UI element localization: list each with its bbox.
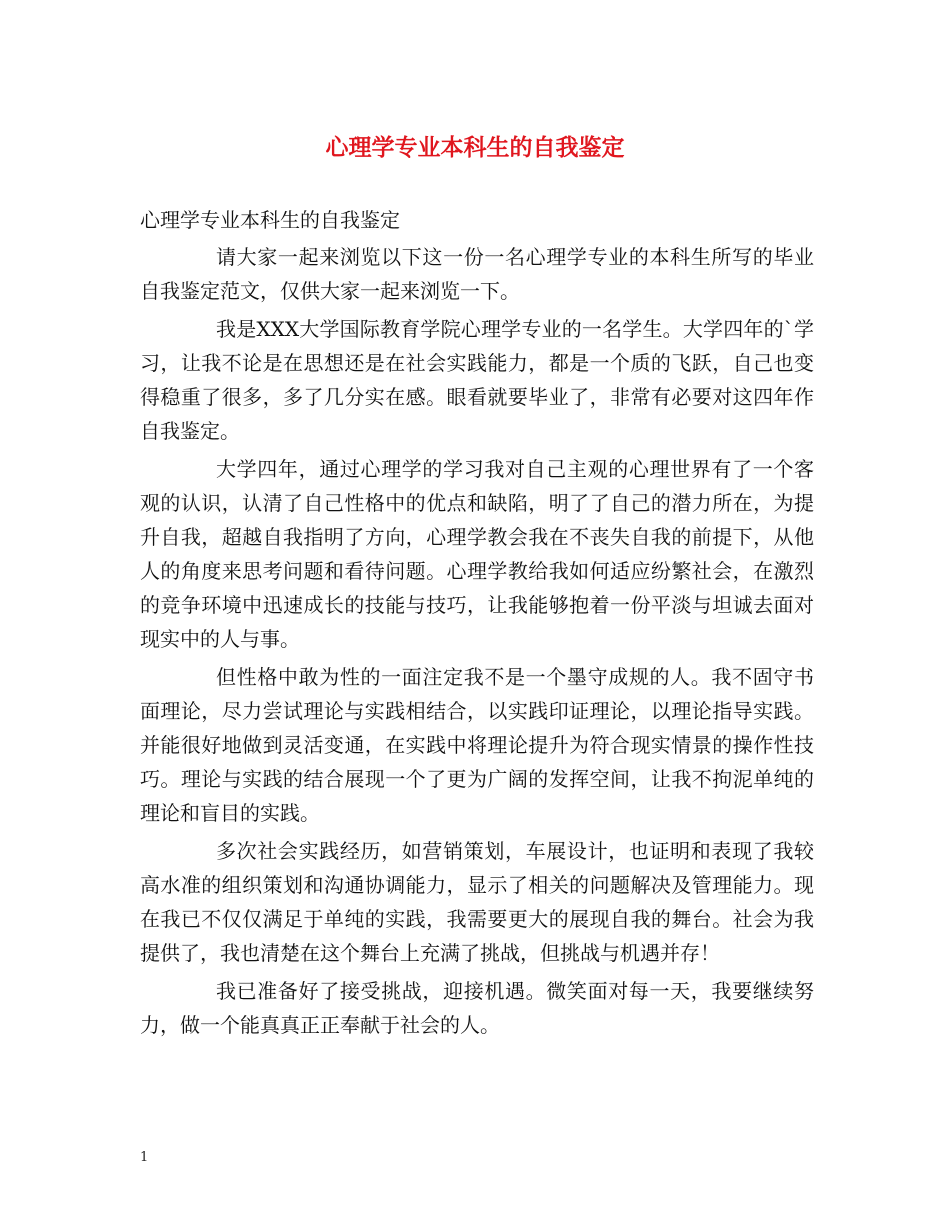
paragraph-social-practice: 多次社会实践经历，如营销策划，车展设计，也证明和表现了我较高水准的组织策划和沟通协调能力，显示了相关的问题解决及管理能力。现在我已不仅仅满足于单纯的实践，我需要更大的展现自我的舞台。社会为我提供了，我也清楚在这个舞台上充满了挑战，但挑战与机遇并存！ [140, 839, 814, 965]
paragraph-theory-practice: 但性格中敢为性的一面注定我不是一个墨守成规的人。我不固守书面理论，尽力尝试理论与实践相结合，以实践印证理论，以理论指导实践。并能很好地做到灵活变通，在实践中将理论提升为符合现实情景的操作性技巧。理论与实践的结合展现一个了更为广阔的发挥空间，让我不拘泥单纯的理论和盲目的实践。 [140, 665, 814, 825]
paragraph-conclusion: 我已准备好了接受挑战，迎接机遇。微笑面对每一天，我要继续努力，做一个能真真正正奉献于社会的人。 [140, 979, 814, 1037]
paragraph-self-introduction: 我是XXX大学国际教育学院心理学专业的一名学生。大学四年的`学习，让我不论是在思想还是在社会实践能力，都是一个质的飞跃，自己也变得稳重了很多，多了几分实在感。眼看就要毕业了，非常有必要对这四年作自我鉴定。 [140, 317, 814, 443]
paragraph-study-gains: 大学四年，通过心理学的学习我对自己主观的心理世界有了一个客观的认识，认清了自己性格中的优点和缺陷，明了了自己的潜力所在，为提升自我，超越自我指明了方向，心理学教会我在不丧失自我的前提下，从他人的角度来思考问题和看待问题。心理学教给我如何适应纷繁社会，在激烈的竞争环境中迅速成长的技能与技巧，让我能够抱着一份平淡与坦诚去面对现实中的人与事。 [140, 457, 814, 651]
document-body [140, 200, 814, 1046]
document-title: 心理学专业本科生的自我鉴定 [325, 134, 625, 161]
document-subtitle: 心理学专业本科生的自我鉴定 [140, 208, 400, 232]
paragraph-intro: 请大家一起来浏览以下这一份一名心理学专业的本科生所写的毕业自我鉴定范文，仅供大家一起来浏览一下。 [140, 245, 814, 303]
page-number: 1 [140, 1150, 149, 1165]
